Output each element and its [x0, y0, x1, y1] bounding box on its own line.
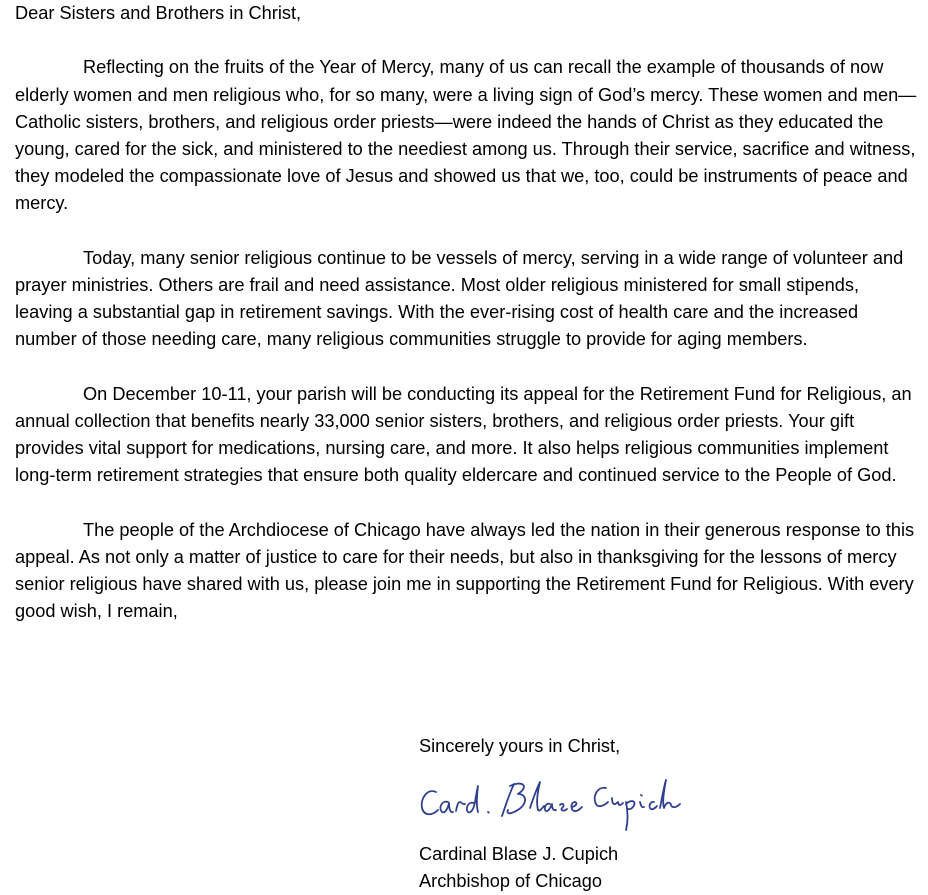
paragraph-2: Today, many senior religious continue to be vessels of mercy, serving in a wide range of volunteer and prayer ministries. Others are frail and need assistance. Most older religious ministered for small stipends, leaving a substantial gap in retirement savings. With the ever-rising cost of health care and the increased number of those needing care, many religious communities struggle to provide for aging members.: [15, 247, 904, 350]
handwritten-signature: [414, 772, 684, 832]
signer-name: Cardinal Blase J. Cupich: [419, 844, 619, 864]
closing-line: Sincerely yours in Christ,: [419, 736, 621, 756]
letter-body: [15, 0, 920, 626]
paragraph-4: The people of the Archdiocese of Chicago have always led the nation in their generous response to this appeal. As not only a matter of justice to care for their needs, but also in thanksgiving for the lessons of mercy senior religious have shared with us, please join me in supporting the Retirement Fund for Religious. With every good wish, I remain,: [15, 519, 915, 622]
paragraph-3: On December 10-11, your parish will be conducting its appeal for the Retirement Fund for Religious, an annual collection that benefits nearly 33,000 senior sisters, brothers, and religious order priests. Your gift provides vital support for medications, nursing care, and more. It also helps religious communities implement long-term retirement strategies that ensure both quality eldercare and continued service to the People of God.: [15, 383, 912, 486]
signer-title: Archbishop of Chicago: [419, 871, 602, 891]
paragraph-1: Reflecting on the fruits of the Year of Mercy, many of us can recall the example of thousands of now elderly women and men religious who, for so many, were a living sign of God’s mercy. These women and men—Catholic sisters, brothers, and religious order priests—were indeed the hands of Christ as they educated the young, cared for the sick, and ministered to the neediest among us. Through their service, sacrifice and witness, they modeled the compassionate love of Jesus and showed us that we, too, could be instruments of peace and mercy.: [15, 57, 917, 214]
salutation: Dear Sisters and Brothers in Christ,: [15, 3, 302, 23]
